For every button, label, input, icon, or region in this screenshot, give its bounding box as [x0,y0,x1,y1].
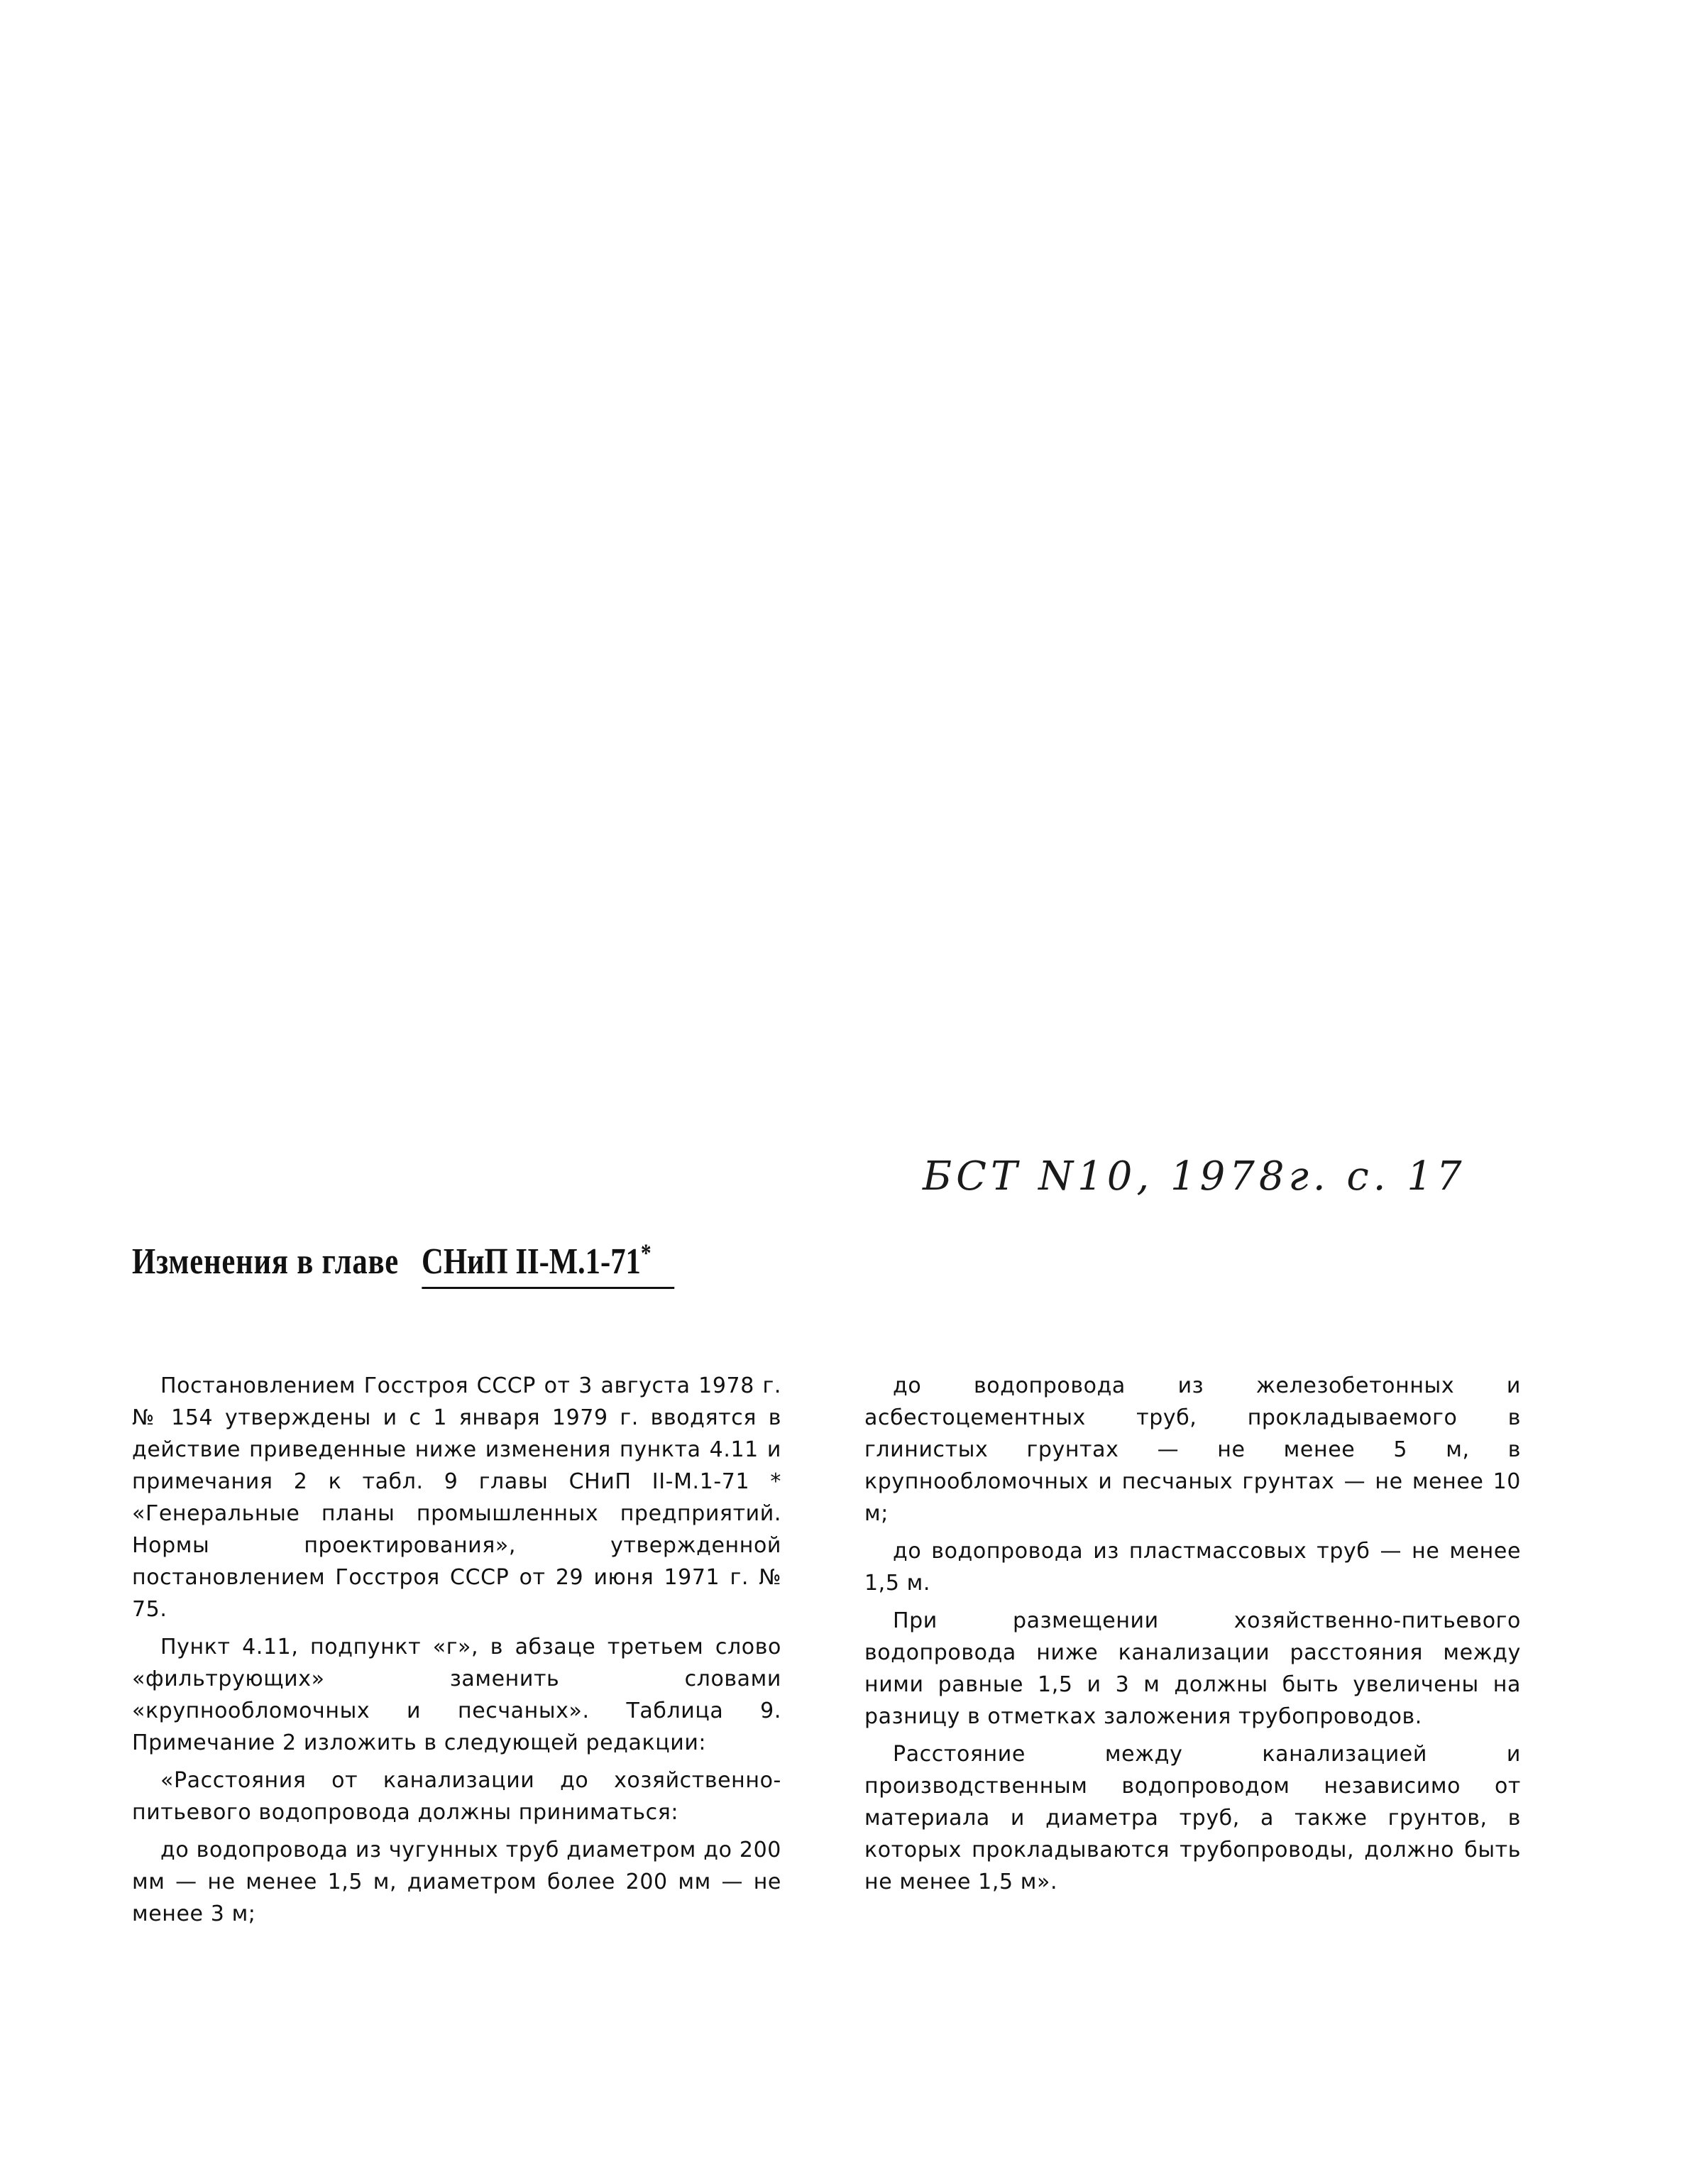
title-code-text: СНиП II-М.1-71 [422,1241,641,1282]
right-column [864,1370,1521,1904]
paragraph: до водопровода из пластмассовых труб — не менее 1,5 м. [864,1539,1521,1596]
paragraph: Пункт 4.11, подпункт «г», в абзаце третьем слово «фильтрующих» заменить словами «крупнообломочных и песчаных». Таблица 9. Примечание 2 изложить в следующей редакции: [132,1635,781,1755]
paragraph: Расстояние между канализацией и производственным водопроводом независимо от материала и диаметра труб, а также грунтов, в которых прокладываются трубопроводы, должно быть не менее 1,5 м». [864,1742,1521,1894]
handwritten-source-annotation: БСТ N10, 1978г. с. 17 [923,1153,1466,1200]
title-code [422,1241,674,1289]
paragraph: Постановлением Госстроя СССР от 3 августа 1978 г. № 154 утверждены и с 1 января 1979 г. вводятся в действие приведенные ниже изменения пункта 4.11 и примечания 2 к табл. 9 главы СНиП II-М.1-71 * «Генеральные планы промышленных предприятий. Нормы проектирования», утвержденной постановлением Госстроя СССР от 29 июня 1971 г. № 75. [132,1373,781,1622]
title-prefix: Изменения в главе [132,1241,400,1282]
title-star-mark: * [640,1239,652,1267]
left-column [132,1370,781,1936]
paragraph: При размещении хозяйственно-питьевого водопровода ниже канализации расстояния между ними равные 1,5 и 3 м должны быть увеличены на разницу в отметках заложения трубопроводов. [864,1608,1521,1729]
page-title [132,1241,674,1289]
paragraph: до водопровода из железобетонных и асбестоцементных труб, прокладываемого в глинистых грунтах — не менее 5 м, в крупнообломочных и песчаных грунтах — не менее 10 м; [864,1373,1521,1526]
paragraph: до водопровода из чугунных труб диаметром до 200 мм — не менее 1,5 м, диаметром более 200 мм — не менее 3 м; [132,1838,781,1926]
paragraph: «Расстояния от канализации до хозяйственно-питьевого водопровода должны приниматься: [132,1768,781,1825]
